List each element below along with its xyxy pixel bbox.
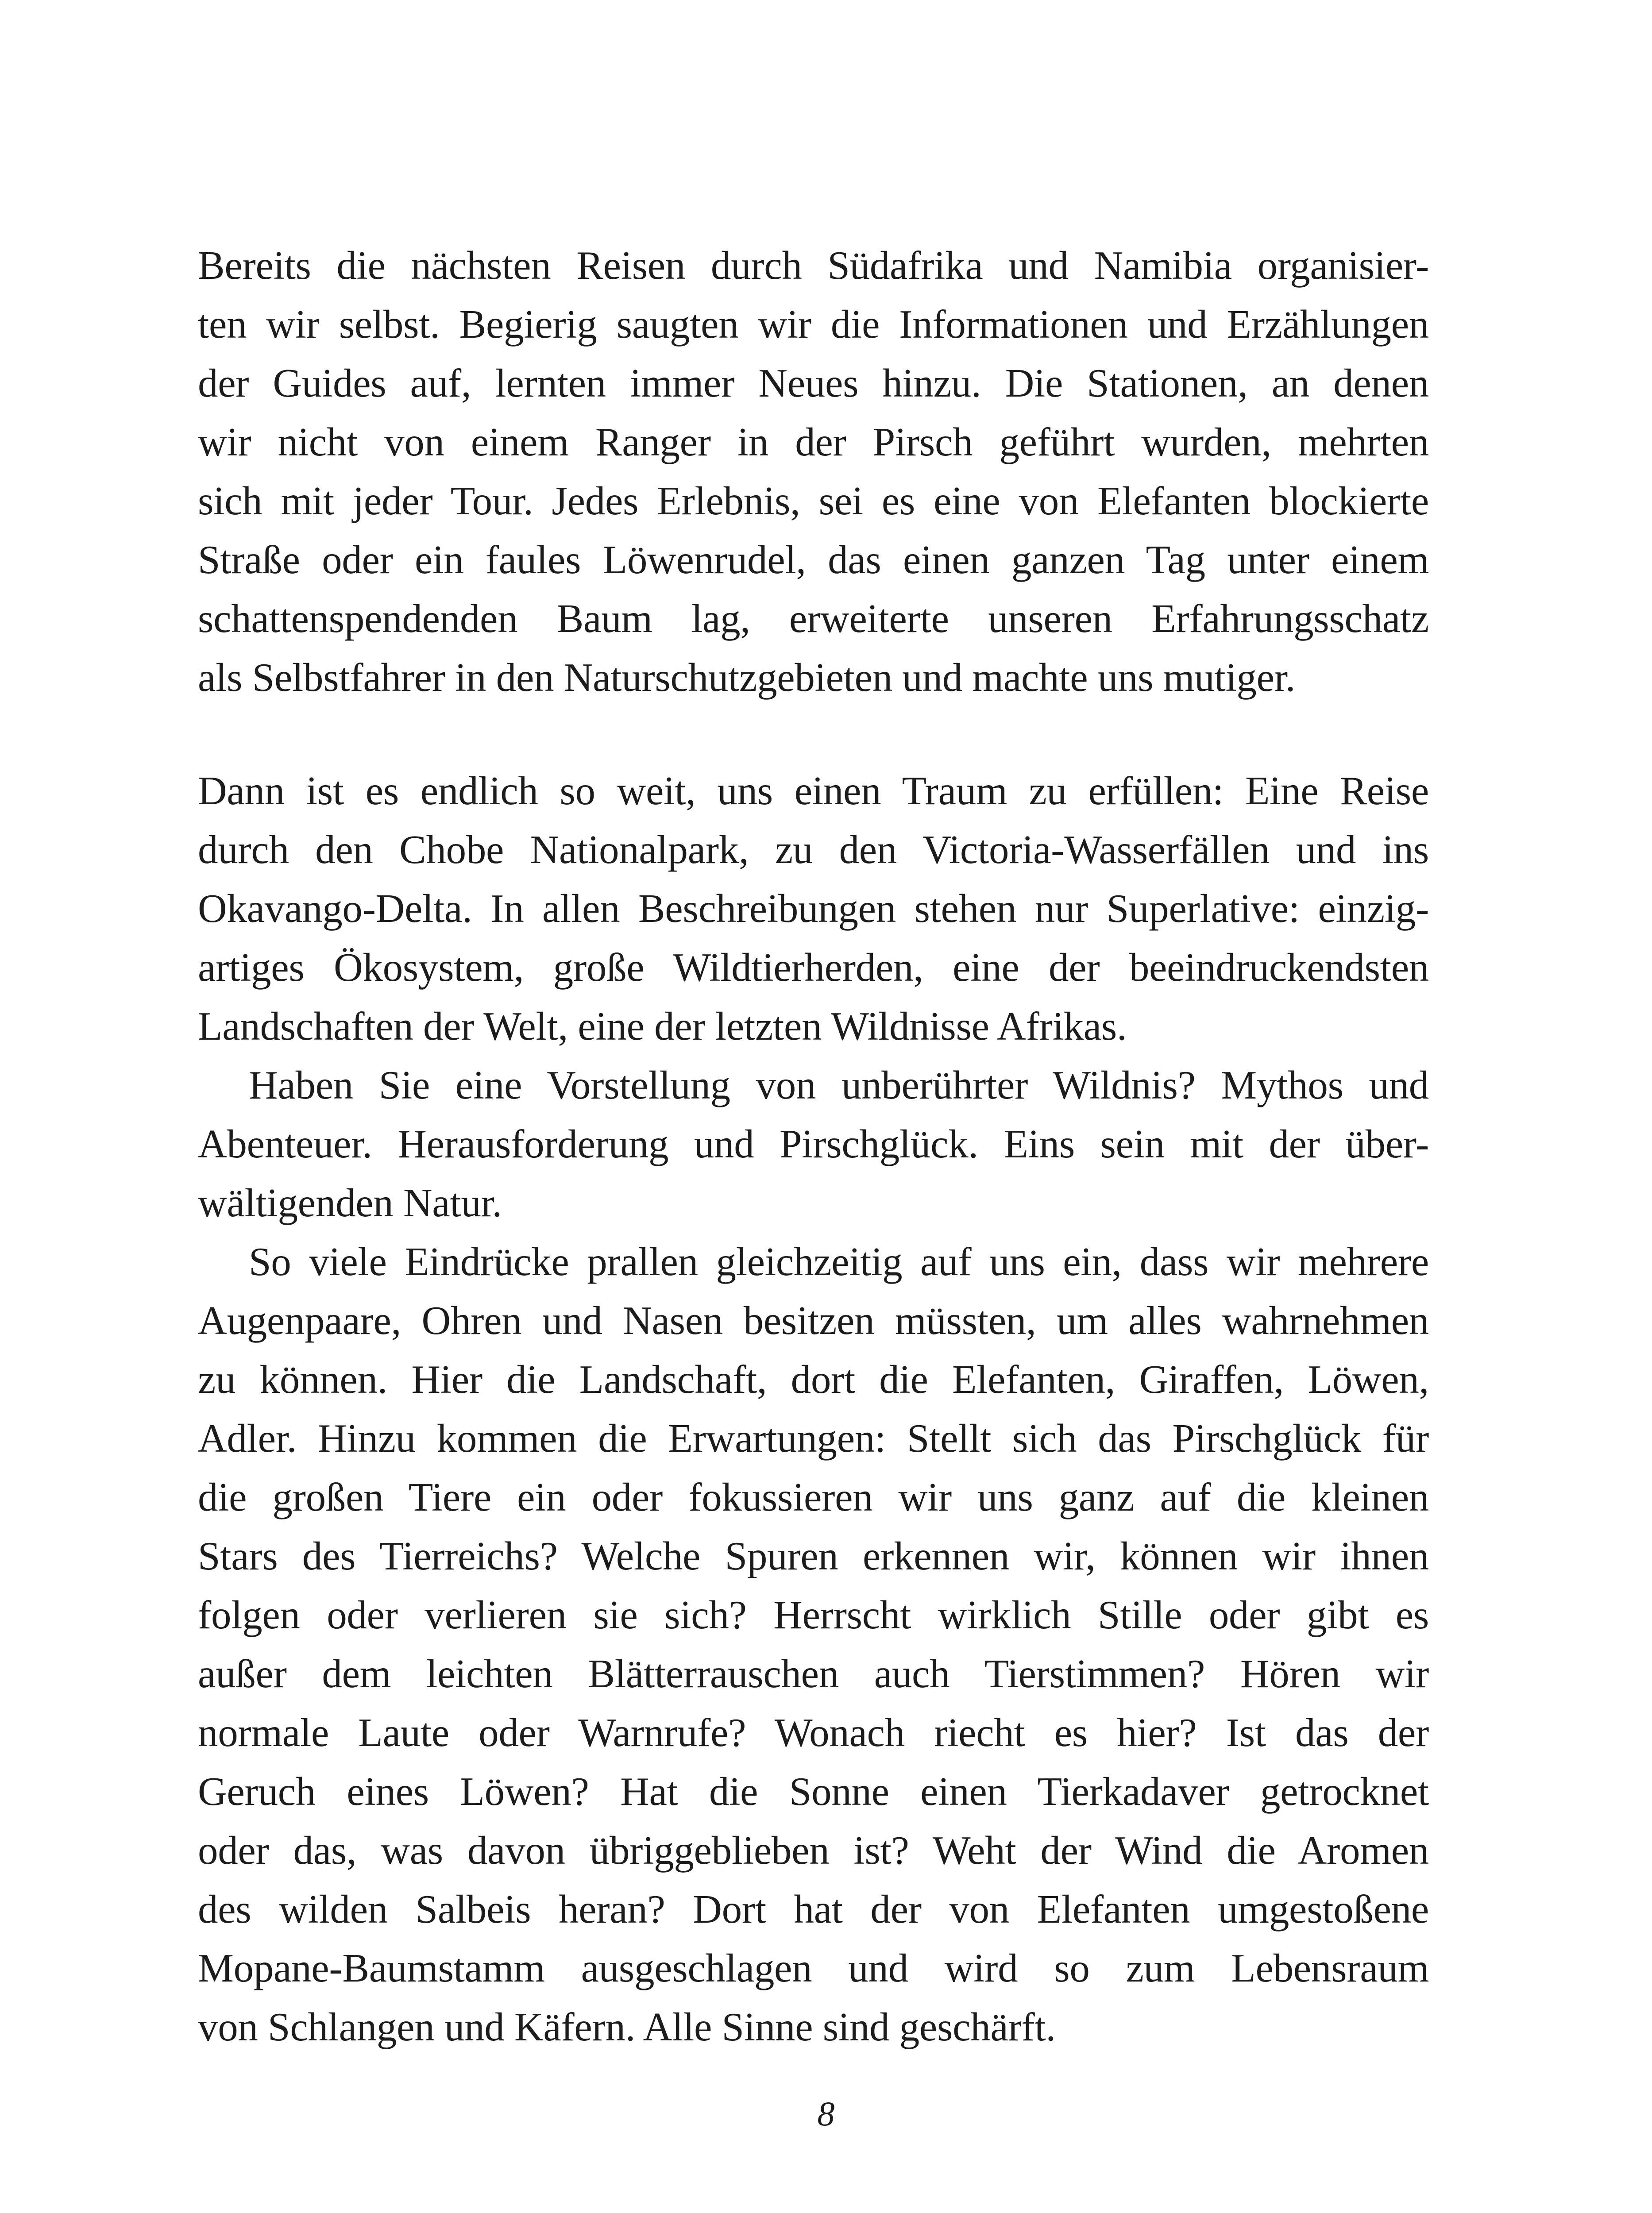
text-line: Dann ist es endlich so weit, uns einen Traum zu erfüllen: Eine Reise: [198, 768, 1429, 813]
text-line: außer dem leichten Blätterrauschen auch Tierstimmen? Hören wir: [198, 1651, 1429, 1696]
text-line: wältigenden Natur.: [198, 1180, 502, 1225]
text-line: normale Laute oder Warnrufe? Wonach riecht es hier? Ist das der: [198, 1710, 1429, 1755]
text-line: durch den Chobe Nationalpark, zu den Victoria-Wasserfällen und ins: [198, 827, 1429, 872]
text-line: Straße oder ein faules Löwenrudel, das einen ganzen Tag unter einem: [198, 537, 1429, 582]
text-line: die großen Tiere ein oder fokussieren wir uns ganz auf die kleinen: [198, 1475, 1429, 1519]
paragraph-3: [198, 1056, 1429, 1232]
text-line: sich mit jeder Tour. Jedes Erlebnis, sei es eine von Elefanten blockierte: [198, 478, 1429, 523]
paragraph-1: [198, 236, 1429, 707]
text-line: schattenspendenden Baum lag, erweiterte unseren Erfahrungsschatz: [198, 596, 1429, 641]
text-line: der Guides auf, lernten immer Neues hinzu. Die Stationen, an denen: [198, 361, 1429, 405]
page-number: 8: [817, 2094, 835, 2133]
text-line: Geruch eines Löwen? Hat die Sonne einen Tierkadaver getrocknet: [198, 1769, 1429, 1814]
text-line: als Selbstfahrer in den Naturschutzgebieten und machte uns mutiger.: [198, 655, 1296, 700]
text-line: Mopane-Baumstamm ausgeschlagen und wird so zum Lebensraum: [198, 1946, 1429, 1990]
text-line: von Schlangen und Käfern. Alle Sinne sind geschärft.: [198, 2005, 1056, 2049]
text-line: artiges Ökosystem, große Wildtierherden, eine der beeindruckendsten: [198, 945, 1429, 990]
paragraph-4: [198, 1232, 1429, 2056]
paragraph-2: [198, 761, 1429, 1056]
text-line: Bereits die nächsten Reisen durch Südafrika und Namibia organisier-: [198, 243, 1429, 288]
text-line: ten wir selbst. Begierig saugten wir die Informationen und Erzählungen: [198, 302, 1429, 347]
text-line: Landschaften der Welt, eine der letzten Wildnisse Afrikas.: [198, 1004, 1127, 1049]
text-line: Haben Sie eine Vorstellung von unberührter Wildnis? Mythos und: [249, 1063, 1429, 1107]
text-line: So viele Eindrücke prallen gleichzeitig auf uns ein, dass wir mehrere: [249, 1239, 1429, 1284]
text-line: Augenpaare, Ohren und Nasen besitzen müssten, um alles wahrnehmen: [198, 1298, 1429, 1343]
text-line: folgen oder verlieren sie sich? Herrscht wirklich Stille oder gibt es: [198, 1592, 1429, 1637]
text-line: Abenteuer. Herausforderung und Pirschglück. Eins sein mit der über-: [198, 1122, 1429, 1166]
text-line: wir nicht von einem Ranger in der Pirsch geführt wurden, mehrten: [198, 420, 1429, 464]
text-line: zu können. Hier die Landschaft, dort die Elefanten, Giraffen, Löwen,: [198, 1357, 1429, 1402]
text-line: Adler. Hinzu kommen die Erwartungen: Stellt sich das Pirschglück für: [198, 1416, 1429, 1461]
text-section-2: [198, 761, 1429, 2056]
text-line: Okavango-Delta. In allen Beschreibungen stehen nur Superlative: einzig-: [198, 886, 1429, 931]
text-line: des wilden Salbeis heran? Dort hat der von Elefanten umgestoßene: [198, 1887, 1429, 1932]
text-line: oder das, was davon übriggeblieben ist? Weht der Wind die Aromen: [198, 1828, 1429, 1873]
text-line: Stars des Tierreichs? Welche Spuren erkennen wir, können wir ihnen: [198, 1534, 1429, 1578]
